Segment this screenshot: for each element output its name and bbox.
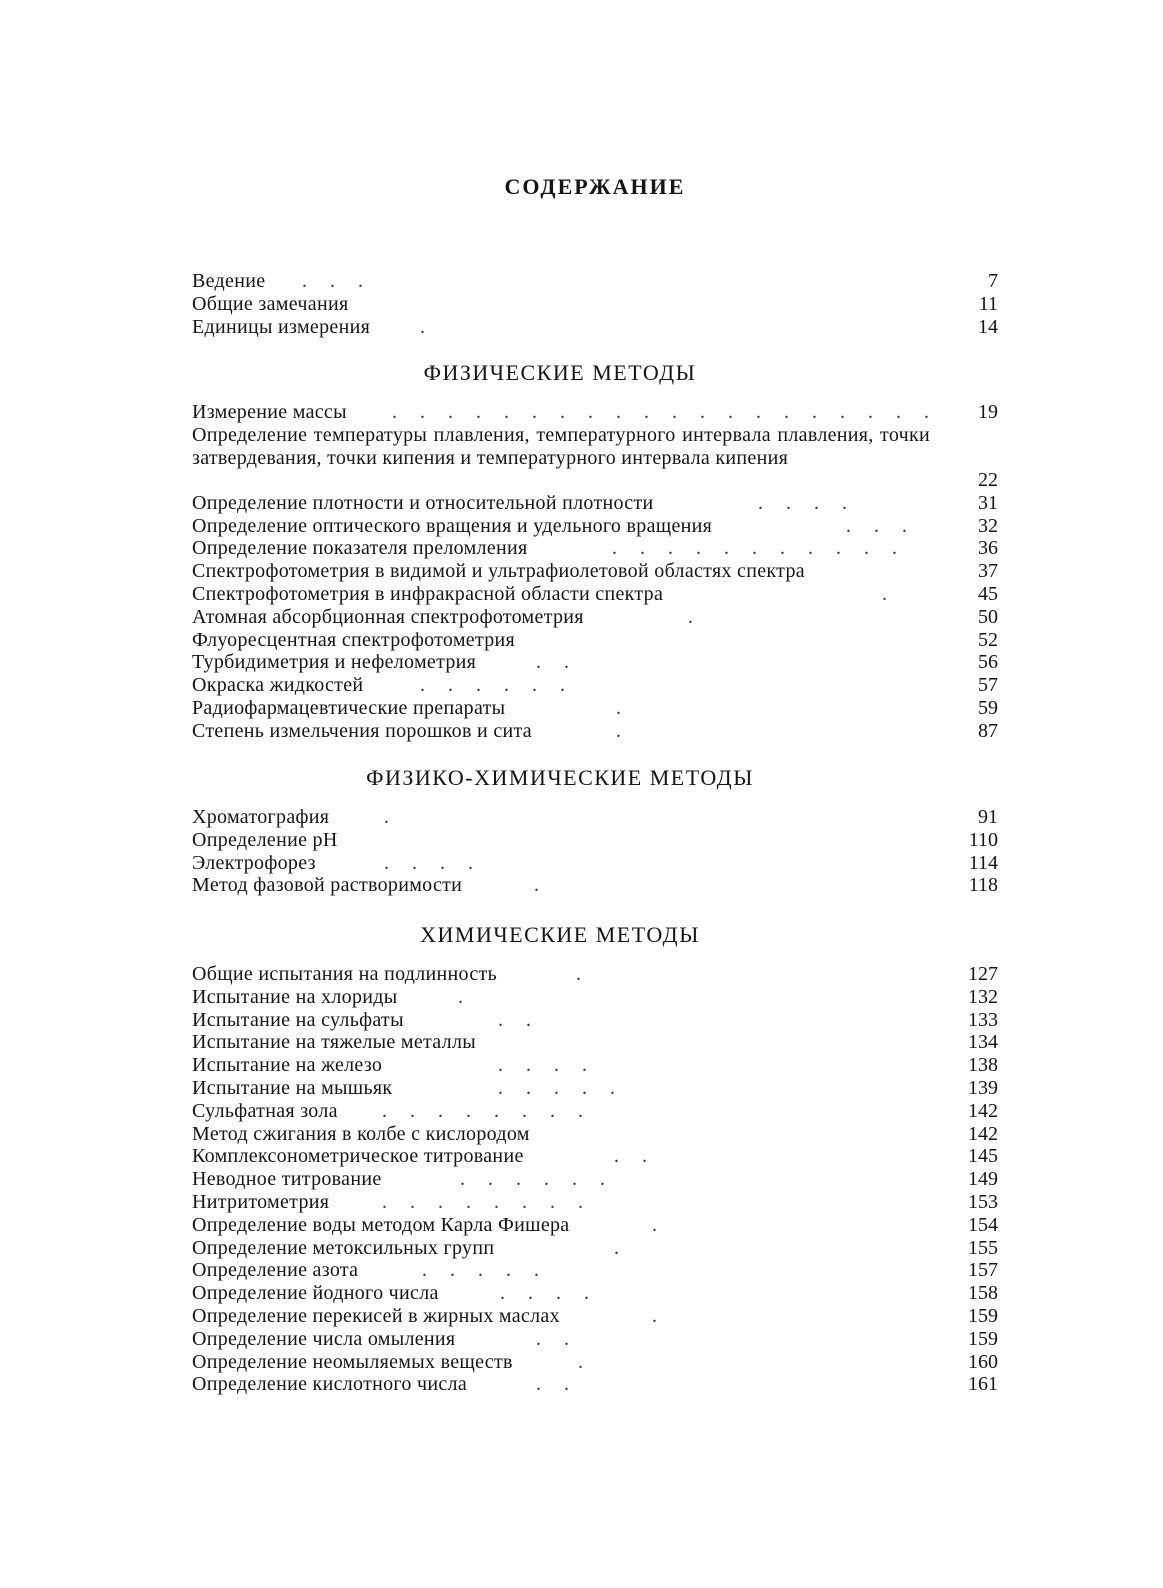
toc-entry[interactable]	[192, 606, 998, 629]
toc-entry-title: Радиофармацевтические препараты	[192, 696, 506, 719]
toc-entry[interactable]	[192, 560, 998, 583]
toc-entry[interactable]	[192, 720, 998, 743]
toc-entry-page: 155	[968, 1236, 998, 1259]
leader-dots: . . . . . .	[420, 674, 574, 697]
toc-entry-title: Определение показателя преломления	[192, 537, 528, 560]
toc-entry-page: 110	[968, 828, 998, 851]
leader-dots: . . .	[302, 270, 372, 292]
toc-entry-title: Общие замечания	[192, 292, 349, 315]
toc-entry[interactable]	[192, 1009, 998, 1032]
toc-entry-title: Общие испытания на подлинность	[192, 963, 497, 985]
toc-entry[interactable]	[192, 963, 998, 986]
toc-entry-page: 132	[968, 985, 998, 1008]
toc-entry-page: 159	[968, 1327, 998, 1350]
toc-entry-title: Определение оптического вращения и удельного вращения	[192, 514, 713, 537]
leader-dots: . . . . . . . .	[382, 1190, 592, 1213]
leader-dots: . .	[536, 651, 578, 674]
toc-entry-page: 50	[978, 605, 998, 628]
toc-entry[interactable]	[192, 293, 998, 316]
toc-entry[interactable]	[192, 1168, 998, 1191]
leader-dots: . . . .	[500, 1282, 598, 1305]
toc-entry-title: Неводное титрование	[192, 1168, 382, 1191]
toc-entry-title: Определение йодного числа	[192, 1282, 439, 1305]
toc-entry-page: 158	[968, 1282, 998, 1305]
toc-entry-page: 37	[978, 560, 998, 583]
section-heading: ФИЗИКО-ХИМИЧЕСКИЕ МЕТОДЫ	[366, 765, 754, 790]
toc-entry-title: Хроматография	[192, 806, 330, 828]
leader-dots: .	[616, 696, 630, 719]
leader-dots: . .	[536, 1373, 578, 1396]
toc-entry-page: 134	[968, 1031, 998, 1054]
toc-entry-title: Испытание на хлориды	[192, 985, 398, 1008]
toc-entry-title: Метод сжигания в колбе с кислородом	[192, 1122, 530, 1145]
toc-entry-title: Нитритометрия	[192, 1190, 330, 1213]
toc-entry-title: Определение неомыляемых веществ	[192, 1350, 513, 1373]
toc-entry-page: 142	[968, 1099, 998, 1122]
toc-entry-title: Электрофорез	[192, 851, 316, 874]
page-title: СОДЕРЖАНИЕ	[504, 174, 686, 199]
toc-entry[interactable]	[192, 674, 998, 697]
toc-entry-title: Определение плотности и относительной плотности	[192, 491, 654, 514]
section-heading: ФИЗИЧЕСКИЕ МЕТОДЫ	[423, 360, 697, 385]
toc-entry-title: Испытание на мышьяк	[192, 1076, 393, 1099]
toc-entry-page: 52	[978, 628, 998, 651]
toc-entry-page: 153	[968, 1190, 998, 1213]
toc-entry-title: Атомная абсорбционная спектрофотометрия	[192, 605, 584, 628]
toc-group-intro	[192, 270, 998, 338]
toc-entry-page: 57	[978, 674, 998, 697]
toc-entry[interactable]	[192, 1328, 998, 1351]
leader-dots: . . . .	[498, 1054, 596, 1077]
toc-entry-page: 139	[968, 1076, 998, 1099]
toc-entry-page: 56	[978, 651, 998, 674]
toc-entry[interactable]	[192, 806, 998, 829]
toc-entry-page: 160	[968, 1350, 998, 1373]
toc-entry-page: 87	[978, 719, 998, 742]
toc-entry-title: Определение температуры плавления, температурного интервала плавления, точки затвердевания, точки кипения и температурного интервала кипения	[192, 423, 930, 469]
toc-entry[interactable]	[192, 829, 998, 852]
toc-entry-page: 145	[968, 1145, 998, 1168]
toc-entry[interactable]	[192, 316, 998, 339]
leader-dots: .	[578, 1350, 592, 1373]
toc-group-chemical	[192, 963, 998, 1396]
leader-dots: . .	[614, 1145, 656, 1168]
toc-entry-title: Испытание на железо	[192, 1054, 383, 1077]
toc-entry[interactable]	[192, 583, 998, 606]
toc-entry-title: Определение перекисей в жирных маслах	[192, 1304, 560, 1327]
leader-dots: . . . . . . . .	[382, 1099, 592, 1122]
leader-dots: .	[652, 1213, 666, 1236]
toc-entry-page: 45	[978, 582, 998, 605]
toc-entry[interactable]	[192, 1077, 998, 1100]
toc-entry[interactable]	[192, 515, 998, 538]
toc-entry[interactable]	[192, 629, 998, 652]
leader-dots: .	[534, 874, 548, 897]
toc-entry-title: Измерение массы	[192, 401, 347, 423]
leader-dots: . . . . . .	[460, 1168, 614, 1191]
toc-entry-page: 149	[968, 1168, 998, 1191]
leader-dots: . . .	[846, 514, 916, 537]
leader-dots: . . . . .	[422, 1259, 548, 1282]
toc-entry-page: 127	[968, 963, 998, 985]
section-heading: ХИМИЧЕСКИЕ МЕТОДЫ	[420, 922, 700, 947]
toc-entry-page: 7	[988, 270, 998, 292]
toc-entry[interactable]	[192, 986, 998, 1009]
toc-entry-page: 91	[978, 806, 998, 828]
toc-entry[interactable]	[192, 697, 998, 720]
toc-group-physchem	[192, 806, 998, 897]
leader-dots: .	[384, 806, 398, 828]
toc-entry-page: 59	[978, 696, 998, 719]
toc-entry-title: Спектрофотометрия в видимой и ультрафиолетовой областях спектра	[192, 560, 805, 583]
toc-entry-title: Окраска жидкостей	[192, 674, 364, 697]
toc-entry-title: Флуоресцентная спектрофотометрия	[192, 628, 516, 651]
toc-entry-title: Определение воды методом Карла Фишера	[192, 1213, 570, 1236]
toc-entry[interactable]	[192, 492, 998, 515]
toc-entry[interactable]	[192, 1054, 998, 1077]
toc-entry[interactable]	[192, 1191, 998, 1214]
toc-entry-page: 32	[978, 514, 998, 537]
toc-entry-title: Комплексонометрическое титрование	[192, 1145, 524, 1168]
toc-entry[interactable]	[192, 537, 998, 560]
leader-dots: .	[882, 582, 896, 605]
toc-entry-title: Определение метоксильных групп	[192, 1236, 495, 1259]
toc-entry-page: 154	[968, 1213, 998, 1236]
leader-dots: .	[688, 605, 702, 628]
toc-entry-title: Ведение	[192, 270, 266, 292]
leader-dots: . . . .	[758, 491, 856, 514]
leader-dots: .	[576, 963, 590, 985]
toc-entry[interactable]	[192, 874, 998, 897]
toc-entry-page: 22	[978, 469, 998, 491]
toc-entry-page: 159	[968, 1304, 998, 1327]
toc-entry[interactable]	[192, 1214, 998, 1237]
toc-entry[interactable]	[192, 1145, 998, 1168]
leader-dots: . . . .	[384, 851, 482, 874]
toc-entry-title: Определение числа омыления	[192, 1327, 456, 1350]
toc-entry-page: 36	[978, 537, 998, 560]
toc-entry[interactable]	[192, 1373, 998, 1396]
toc-group-physical	[192, 401, 998, 743]
toc-entry[interactable]	[192, 651, 998, 674]
toc-entry-title: Метод фазовой растворимости	[192, 874, 463, 897]
toc-entry-title: Испытание на тяжелые металлы	[192, 1031, 476, 1054]
toc-entry-title: Единицы измерения	[192, 315, 371, 338]
toc-entry-page: 14	[978, 315, 998, 338]
toc-entry-page: 138	[968, 1054, 998, 1077]
leader-dots: . . . . . . . . . . . . . . . . . . . .	[392, 401, 938, 423]
leader-dots: .	[616, 719, 630, 742]
toc-entry-title: Турбидиметрия и нефелометрия	[192, 651, 477, 674]
leader-dots: .	[614, 1236, 628, 1259]
toc-entry[interactable]	[192, 1259, 998, 1282]
toc-entry[interactable]	[192, 1282, 998, 1305]
toc-entry-title: Определение кислотного числа	[192, 1373, 468, 1396]
leader-dots: .	[652, 1304, 666, 1327]
toc-entry-page: 157	[968, 1259, 998, 1282]
toc-entry-title: Испытание на сульфаты	[192, 1008, 404, 1031]
toc-entry-title: Сульфатная зола	[192, 1099, 338, 1122]
toc-entry[interactable]	[192, 270, 998, 293]
toc-entry-page: 142	[968, 1122, 998, 1145]
toc-entry-page: 31	[978, 491, 998, 514]
toc-entry-title: Степень измельчения порошков и сита	[192, 719, 532, 742]
toc-entry[interactable]	[192, 1305, 998, 1328]
toc-entry-title: Спектрофотометрия в инфракрасной области спектра	[192, 582, 664, 605]
toc-entry-title: Определение азота	[192, 1259, 359, 1282]
toc-entry[interactable]	[192, 1351, 998, 1374]
toc-entry[interactable]	[192, 1100, 998, 1123]
toc-entry-page: 161	[968, 1373, 998, 1396]
leader-dots: . .	[498, 1008, 540, 1031]
toc-entry-page: 19	[978, 401, 998, 423]
toc-entry-page: 133	[968, 1008, 998, 1031]
toc-entry[interactable]	[192, 401, 998, 424]
leader-dots: . . . . .	[498, 1076, 624, 1099]
leader-dots: . .	[536, 1327, 578, 1350]
toc-entry[interactable]	[192, 1123, 998, 1146]
toc-entry-page: 11	[978, 292, 998, 315]
toc-entry[interactable]	[192, 1237, 998, 1260]
toc-entry[interactable]	[192, 424, 998, 492]
toc-entry-page: 114	[968, 851, 998, 874]
leader-dots: .	[458, 985, 472, 1008]
toc-entry[interactable]	[192, 852, 998, 875]
toc-entry-page: 118	[968, 874, 998, 897]
toc-entry[interactable]	[192, 1031, 998, 1054]
toc-entry-title: Определение pH	[192, 828, 338, 851]
leader-dots: . . . . . . . . . . .	[612, 537, 906, 560]
leader-dots: .	[420, 315, 434, 338]
